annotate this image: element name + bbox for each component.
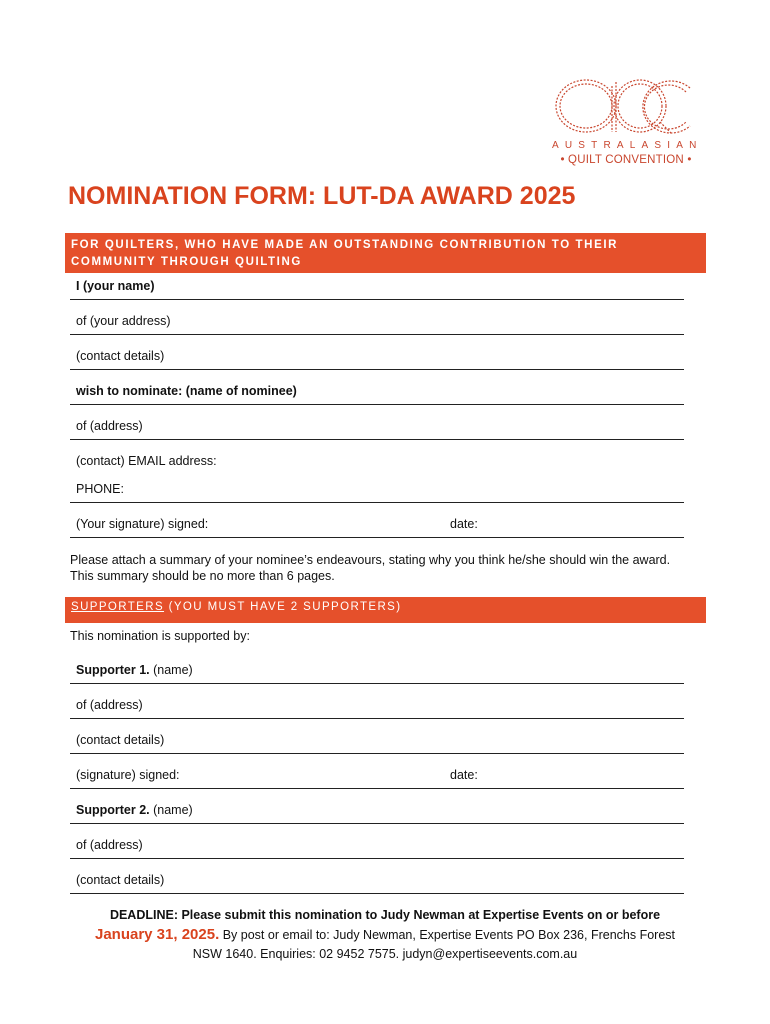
- deadline-line-1: DEADLINE: Please submit this nomination to Judy Newman at Expertise Events on or before: [109, 908, 661, 922]
- supporter1-address-field[interactable]: [70, 698, 684, 719]
- page-title: NOMINATION FORM: LUT-DA AWARD 2025: [68, 182, 576, 210]
- nominee-address-label: of (address): [76, 419, 143, 433]
- attach-note-line-1: Please attach a summary of your nominee’s endeavours, stating why you think he/she should win the award.: [70, 553, 671, 567]
- supporter1-name-bold: Supporter 1.: [76, 663, 150, 677]
- your-contact-label: (contact details): [76, 349, 165, 363]
- supporter2-name-field[interactable]: [70, 803, 684, 824]
- supporter1-address-label: of (address): [76, 698, 143, 712]
- supporter2-contact-field[interactable]: [70, 873, 684, 894]
- logo-line-australasian: AUSTRALASIAN: [552, 140, 703, 151]
- your-name-field[interactable]: [70, 279, 684, 300]
- your-signature-field[interactable]: [70, 517, 684, 538]
- your-signature-label: (Your signature) signed:: [76, 517, 209, 531]
- nominee-address-field[interactable]: [70, 419, 684, 440]
- supporter2-name-rest: (name): [149, 803, 193, 817]
- award-description-band: FOR QUILTERS, WHO HAVE MADE AN OUTSTANDING CONTRIBUTION TO THEIR COMMUNITY THROUGH QUILTING: [65, 233, 706, 273]
- supporter1-date-label: date:: [450, 768, 478, 782]
- supporter1-name-field[interactable]: [70, 663, 684, 684]
- supporters-band: [65, 597, 706, 623]
- deadline-notice: [70, 906, 700, 964]
- supporter1-name-label: [76, 663, 193, 677]
- supported-by-text: This nomination is supported by:: [70, 629, 250, 643]
- your-address-label: of (your address): [76, 314, 171, 328]
- nominee-name-label: wish to nominate: (name of nominee): [76, 384, 297, 398]
- deadline-line-3: NSW 1640. Enquiries: 02 9452 7575. judyn@expertiseevents.com.au: [192, 947, 578, 961]
- supporter2-name-label: [76, 803, 193, 817]
- supporter1-signature-field[interactable]: [70, 768, 684, 789]
- supporter2-name-bold: Supporter 2.: [76, 803, 150, 817]
- your-name-label: I (your name): [76, 279, 155, 293]
- logo-line-quilt-convention: • QUILT CONVENTION •: [560, 154, 692, 166]
- your-address-field[interactable]: [70, 314, 684, 335]
- aqc-monogram-icon: [548, 76, 704, 140]
- nominee-email-field[interactable]: [70, 454, 684, 474]
- attach-note-line-2: This summary should be no more than 6 pages.: [70, 569, 335, 583]
- supporter1-contact-field[interactable]: [70, 733, 684, 754]
- nominee-email-label: (contact) EMAIL address:: [76, 454, 217, 468]
- supporters-heading: SUPPORTERS: [71, 601, 165, 613]
- attach-summary-note: [70, 552, 710, 584]
- your-contact-field[interactable]: [70, 349, 684, 370]
- supporters-requirement: (YOU MUST HAVE 2 SUPPORTERS): [164, 601, 402, 613]
- deadline-post-instructions: By post or email to: Judy Newman, Expertise Events PO Box 236, Frenchs Forest: [219, 928, 675, 942]
- nominee-phone-label: PHONE:: [76, 482, 124, 496]
- supporter1-signature-label: (signature) signed:: [76, 768, 180, 782]
- supporter1-name-rest: (name): [149, 663, 193, 677]
- nominee-name-field[interactable]: [70, 384, 684, 405]
- supporter1-contact-label: (contact details): [76, 733, 165, 747]
- supporter2-contact-label: (contact details): [76, 873, 165, 887]
- supporter2-address-label: of (address): [76, 838, 143, 852]
- aqc-logo: [548, 76, 704, 168]
- deadline-date: January 31, 2025.: [94, 926, 220, 943]
- deadline-line-2: [70, 925, 700, 945]
- nominee-phone-field[interactable]: [70, 482, 684, 503]
- signature-date-label: date:: [450, 517, 478, 531]
- supporter2-address-field[interactable]: [70, 838, 684, 859]
